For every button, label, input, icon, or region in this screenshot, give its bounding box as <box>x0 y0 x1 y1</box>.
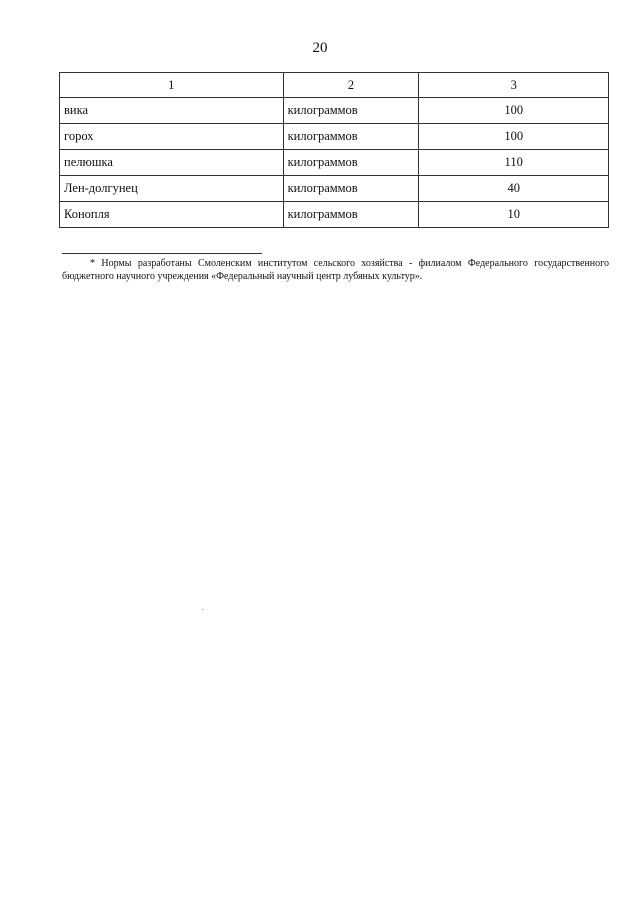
table-row <box>60 150 609 176</box>
table-row <box>60 176 609 202</box>
unit-cell: килограммов <box>283 202 419 228</box>
footnote: * Нормы разработаны Смоленским институтом сельского хозяйства - филиалом Федерального государственного бюджетного научного учреждения «Федеральный научный центр лубяных культур». <box>62 258 609 282</box>
footnote-divider <box>62 253 262 254</box>
table-header-row <box>60 73 609 98</box>
value-cell: 40 <box>419 176 609 202</box>
crop-cell: Конопля <box>60 202 284 228</box>
value-cell: 100 <box>419 98 609 124</box>
table-row <box>60 202 609 228</box>
unit-cell: килограммов <box>283 124 419 150</box>
scan-speck <box>202 609 203 610</box>
unit-cell: килограммов <box>283 98 419 124</box>
page-number: 20 <box>312 40 328 56</box>
crop-cell: вика <box>60 98 284 124</box>
value-cell: 10 <box>419 202 609 228</box>
crop-cell: пелюшка <box>60 150 284 176</box>
table-row <box>60 98 609 124</box>
column-header-2: 2 <box>283 73 419 98</box>
crop-cell: Лен-долгунец <box>60 176 284 202</box>
column-header-3: 3 <box>419 73 609 98</box>
unit-cell: килограммов <box>283 150 419 176</box>
value-cell: 110 <box>419 150 609 176</box>
norms-table <box>59 72 609 228</box>
column-header-1: 1 <box>60 73 284 98</box>
value-cell: 100 <box>419 124 609 150</box>
unit-cell: килограммов <box>283 176 419 202</box>
crop-cell: горох <box>60 124 284 150</box>
table-row <box>60 124 609 150</box>
